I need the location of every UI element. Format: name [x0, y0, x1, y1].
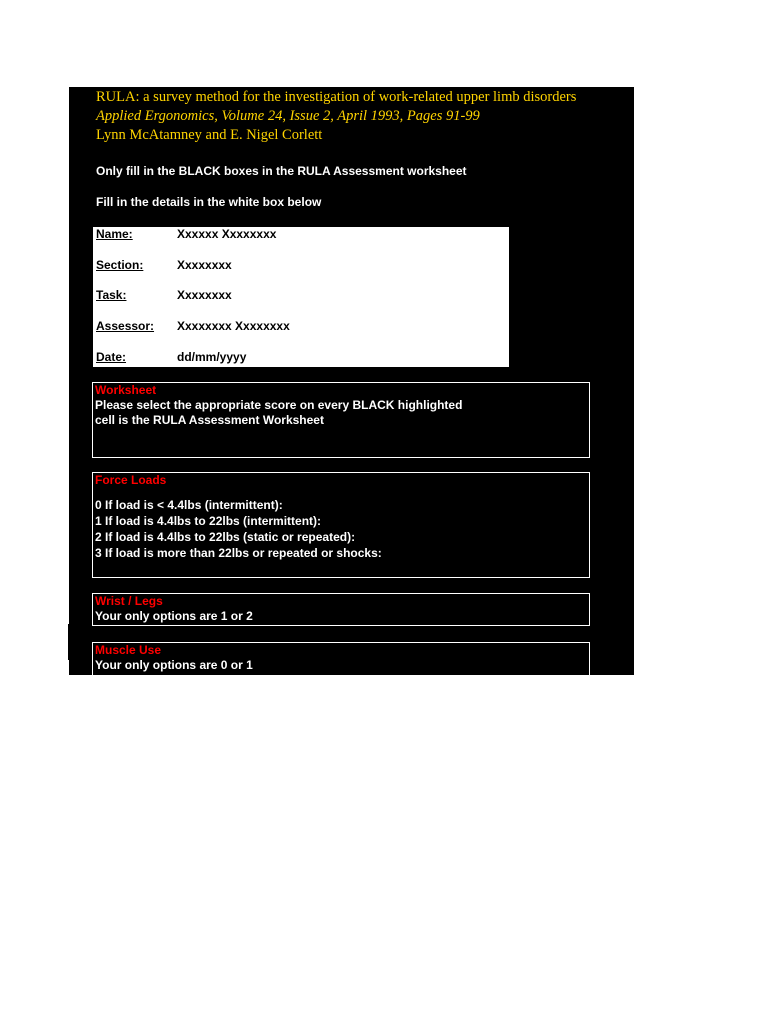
worksheet-note-box	[92, 382, 590, 458]
citation-authors: Lynn McAtamney and E. Nigel Corlett	[96, 127, 323, 143]
section-field[interactable]: Xxxxxxxx	[177, 258, 232, 272]
date-label: Date:	[96, 350, 127, 364]
details-box	[93, 227, 509, 367]
wrist-legs-heading: Wrist / Legs	[95, 594, 163, 608]
date-field[interactable]: dd/mm/yyyy	[177, 350, 247, 364]
section-label: Section:	[96, 258, 144, 272]
name-field[interactable]: Xxxxxx Xxxxxxxx	[177, 227, 277, 241]
wrist-legs-note: Your only options are 1 or 2	[95, 609, 253, 623]
worksheet-line-1: Please select the appropriate score on every BLACK highlighted	[95, 398, 463, 412]
citation-journal: Applied Ergonomics, Volume 24, Issue 2, April 1993, Pages 91-99	[96, 108, 480, 124]
wrist-legs-box	[92, 593, 590, 626]
force-load-option: 3 If load is more than 22lbs or repeated or shocks:	[95, 546, 382, 560]
force-load-option: 2 If load is 4.4lbs to 22lbs (static or repeated):	[95, 530, 356, 544]
assessor-field[interactable]: Xxxxxxxx Xxxxxxxx	[177, 319, 290, 333]
force-load-option: 1 If load is 4.4lbs to 22lbs (intermittent):	[95, 514, 322, 528]
citation-title: RULA: a survey method for the investigation of work-related upper limb disorders	[96, 89, 577, 105]
name-label: Name:	[96, 227, 133, 241]
force-load-option: 0 If load is < 4.4lbs (intermittent):	[95, 498, 283, 512]
muscle-use-box	[92, 642, 590, 675]
muscle-use-note: Your only options are 0 or 1	[95, 658, 253, 672]
assessor-label: Assessor:	[96, 319, 155, 333]
task-field[interactable]: Xxxxxxxx	[177, 288, 232, 302]
worksheet-heading: Worksheet	[95, 383, 157, 397]
instruction-line-2: Fill in the details in the white box below	[96, 195, 322, 209]
worksheet-line-2: cell is the RULA Assessment Worksheet	[95, 413, 324, 427]
force-loads-box	[92, 472, 590, 578]
instruction-line-1: Only fill in the BLACK boxes in the RULA Assessment worksheet	[96, 164, 467, 178]
panel-edge	[68, 624, 71, 660]
force-loads-heading: Force Loads	[95, 473, 167, 487]
muscle-use-heading: Muscle Use	[95, 643, 162, 657]
task-label: Task:	[96, 288, 127, 302]
